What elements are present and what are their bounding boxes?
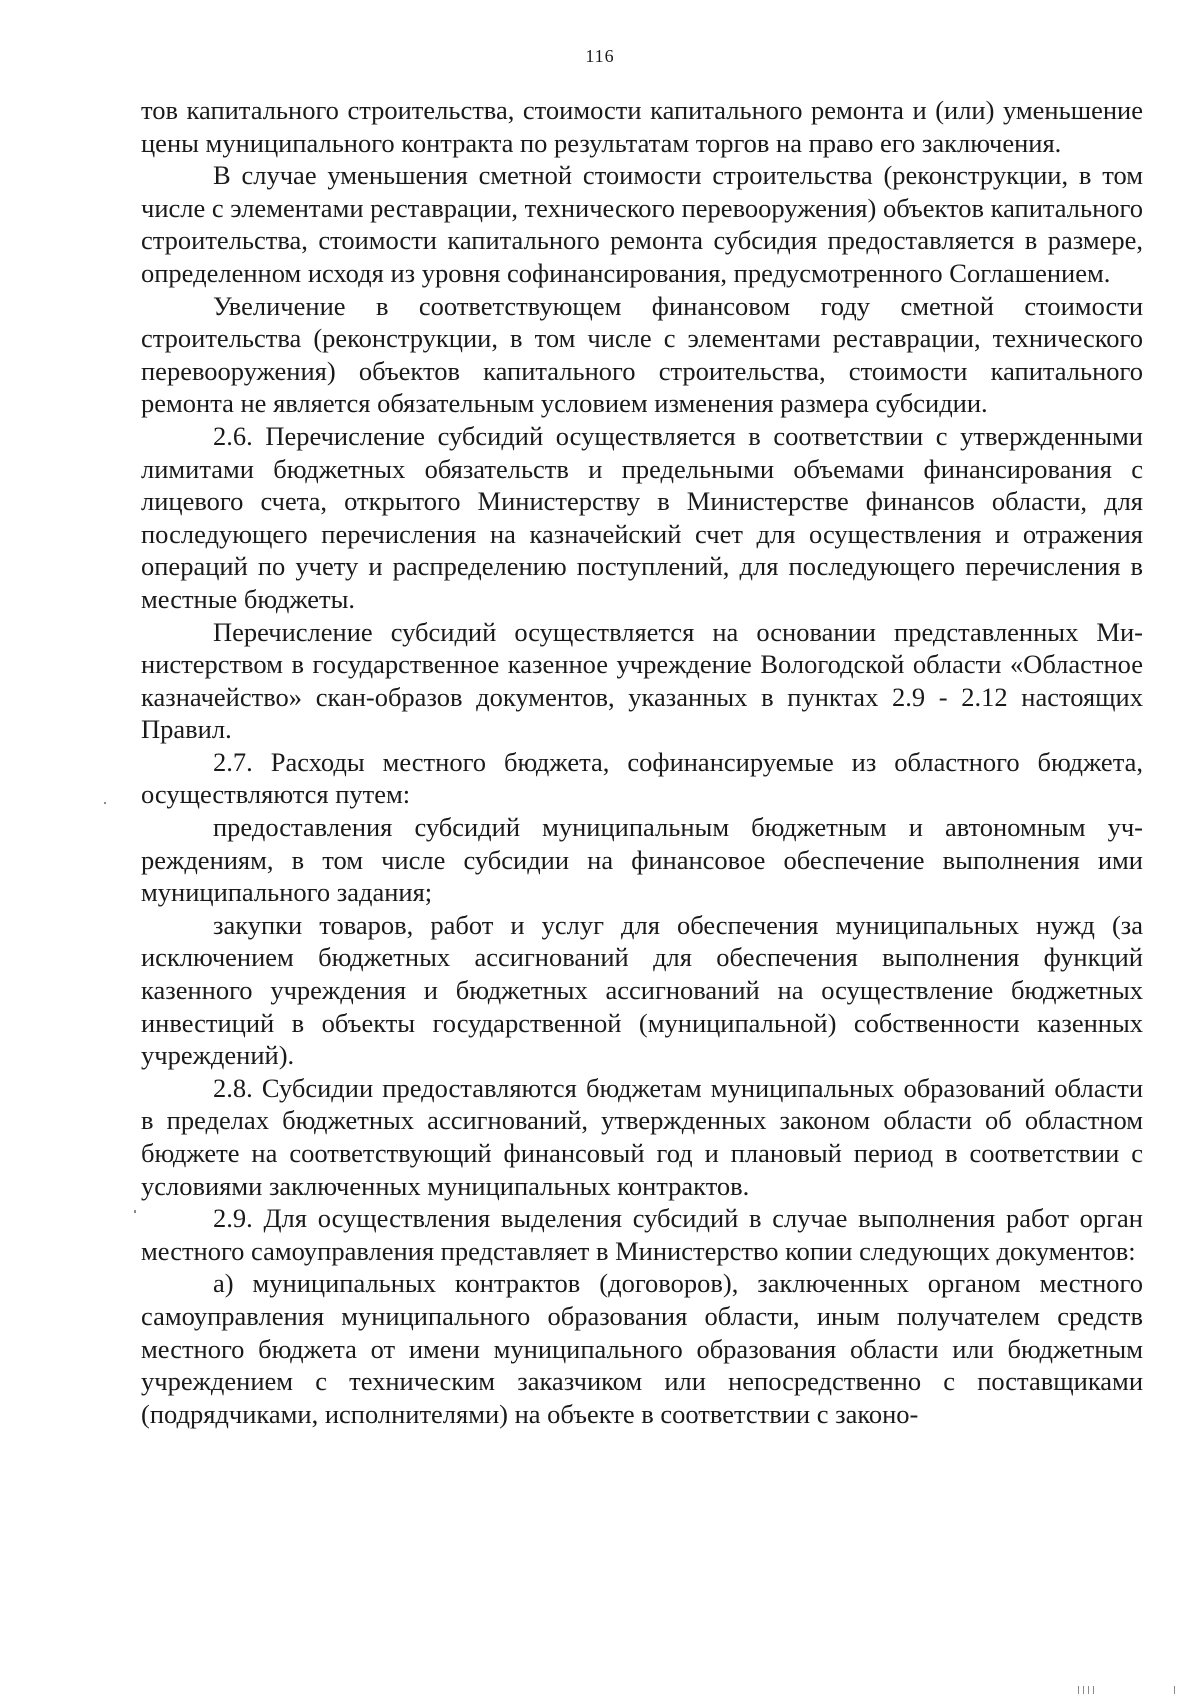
scan-dot bbox=[134, 1210, 136, 1213]
paragraph-2-6: 2.6. Перечисление субсидий осуществляется в соответствии с утвержденными лимитами бюджетных обязательств и предельными объемами финансирования с лицевого счета, открытого Министерству в Министерстве финансов области, для последующего перечисления на казначейский счет для осуществления и отражения операций по учету и распределению поступлений, для последующего перечисления в местные бюджеты. bbox=[141, 420, 1143, 614]
paragraph-continuation: тов капитального строительства, стоимости капитального ремонта и (или) уменьшение цены муниципального контракта по результатам торгов на право его заключения. bbox=[141, 95, 1143, 158]
paragraph-list-item-a: а) муниципальных контрактов (договоров), заключенных органом местного самоуправления муниципального образования области, иным получателем средств местного бюджета от имени муниципального образования области или бюджетным учреждением с техническим заказчиком или непосредственно с поставщиками (подрядчиками, исполнителями) на объекте в соответствии с законо- bbox=[141, 1268, 1143, 1429]
paragraph-2-7: 2.7. Расходы местного бюджета, софинансируемые из областного бюджета, осуществляются путем: bbox=[141, 746, 1143, 810]
scan-mark bbox=[1093, 1686, 1094, 1694]
scan-dot bbox=[104, 802, 106, 804]
paragraph-list-item: предоставления субсидий муниципальным бюджетным и автономным учреждениям, в том числе субсидии на финансовое обеспечение выполнения ими муниципального задания; bbox=[141, 812, 1143, 908]
page-number: 116 bbox=[585, 46, 615, 66]
paragraph: Перечисление субсидий осуществляется на основании представленных Министерством в государственное казенное учреждение Вологодской области «Областное казначейство» скан-образов документов, указанных в пунктах 2.9 - 2.12 настоящих Правил. bbox=[141, 616, 1143, 745]
paragraph: В случае уменьшения сметной стоимости строительства (реконструкции, в том числе с элементами реставрации, технического перевооружения) объектов капитального строительства, стоимости капитального ремонта субсидия предоставляется в размере, определенном исходя из уровня софинансирования, предусмотренного Соглашением. bbox=[141, 160, 1143, 288]
scan-mark bbox=[1078, 1686, 1079, 1694]
scan-mark bbox=[1083, 1686, 1084, 1694]
scan-mark bbox=[1088, 1686, 1089, 1694]
scan-mark bbox=[1174, 1686, 1175, 1694]
paragraph: Увеличение в соответствующем финансовом году сметной стоимости строительства (реконструкции, в том числе с элементами реставрации, технического перевооружения) объектов капитального строительства, стоимости капитального ремонта не является обязательным условием изменения размера субсидии. bbox=[141, 290, 1143, 419]
paragraph-2-9: 2.9. Для осуществления выделения субсидий в случае выполнения работ орган местного самоуправления представляет в Министерство копии следующих документов: bbox=[141, 1203, 1143, 1266]
document-body bbox=[141, 94, 1143, 1430]
paragraph-list-item: закупки товаров, работ и услуг для обеспечения муниципальных нужд (за исключением бюджетных ассигнований для обеспечения выполнения функций казенного учреждения и бюджетных ассигнований на осуществление бюджетных инвестиций в объекты государственной (муниципальной) собственности казенных учреждений). bbox=[141, 909, 1143, 1071]
paragraph-2-8: 2.8. Субсидии предоставляются бюджетам муниципальных образований области в пределах бюджетных ассигнований, утвержденных законом области об областном бюджете на соответствующий финансовый год и плановый период в соответствии с условиями заключенных муниципальных контрактов. bbox=[141, 1072, 1143, 1201]
